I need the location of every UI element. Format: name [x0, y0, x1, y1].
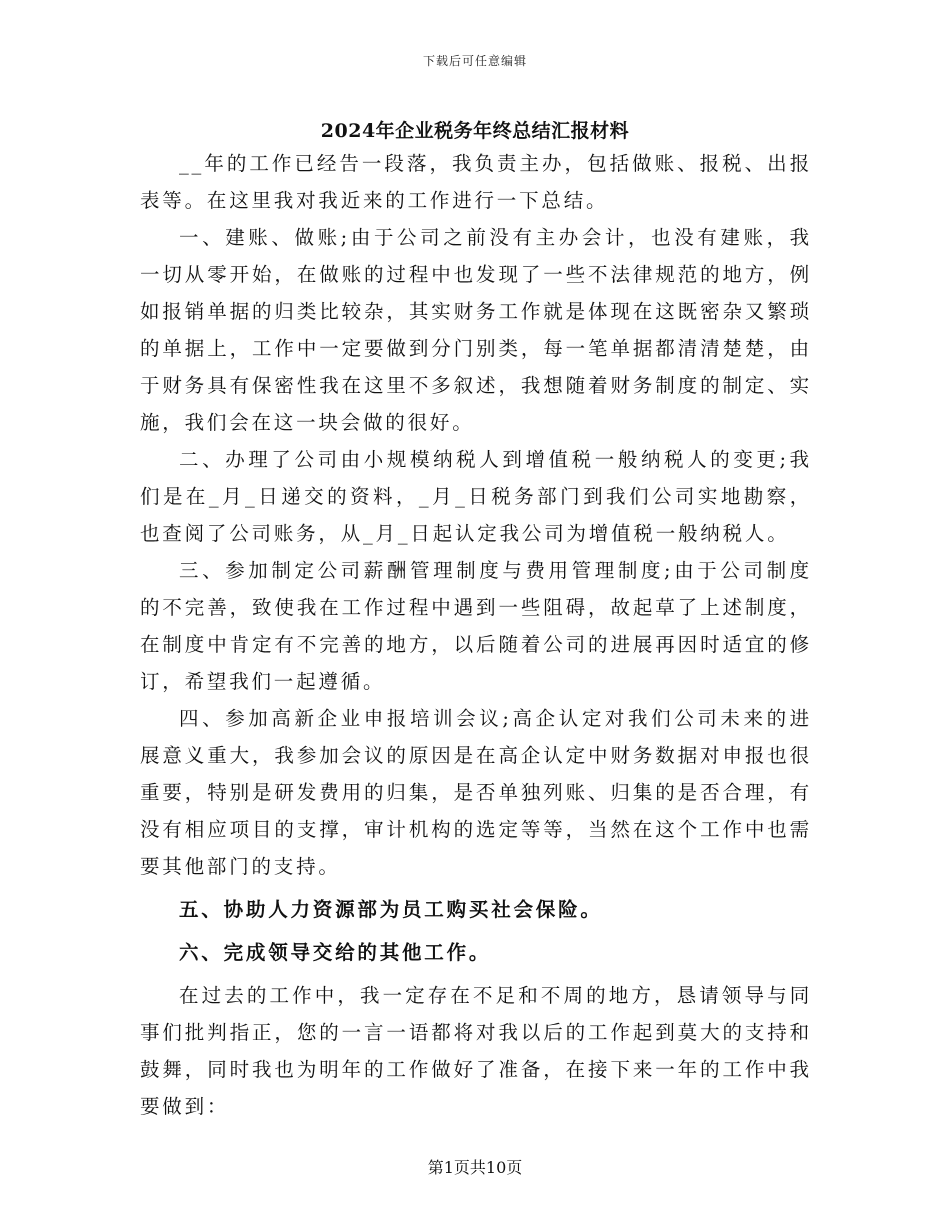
paragraph-section-1: 一、建账、做账;由于公司之前没有主办会计，也没有建账，我一切从零开始，在做账的过程中也发现了一些不法律规范的地方，例如报销单据的归类比较杂，其实财务工作就是体现在这既密杂又繁琐的单据上，工作中一定要做到分门别类，每一笔单据都清清楚楚，由于财务具有保密性我在这里不多叙述，我想随着财务制度的制定、实施，我们会在这一块会做的很好。	[140, 226, 812, 434]
document-title: 2024年企业税务年终总结汇报材料	[320, 120, 630, 142]
document-body	[140, 145, 812, 1125]
paragraph-intro: __年的工作已经告一段落，我负责主办，包括做账、报税、出报表等。在这里我对我近来的工作进行一下总结。	[140, 152, 812, 212]
header-note: 下载后可任意编辑	[422, 54, 527, 68]
page-footer: 第1页共10页	[427, 1158, 523, 1177]
paragraph-section-2: 二、办理了公司由小规模纳税人到增值税一般纳税人的变更;我们是在_月_日递交的资料，_月_日税务部门到我们公司实地勘察，也查阅了公司账务，从_月_日起认定我公司为增值税一般纳税人。	[140, 448, 812, 545]
paragraph-section-3: 三、参加制定公司薪酬管理制度与费用管理制度;由于公司制度的不完善，致使我在工作过程中遇到一些阻碍，故起草了上述制度，在制度中肯定有不完善的地方，以后随着公司的进展再因时适宜的修订，希望我们一起遵循。	[140, 559, 812, 693]
paragraph-section-5: 五、协助人力资源部为员工购买社会保险。	[179, 898, 603, 921]
paragraph-closing: 在过去的工作中，我一定存在不足和不周的地方，恳请领导与同事们批判指正，您的一言一语都将对我以后的工作起到莫大的支持和鼓舞，同时我也为明年的工作做好了准备，在接下来一年的工作中我要做到：	[140, 984, 812, 1118]
paragraph-section-6: 六、完成领导交给的其他工作。	[179, 941, 492, 964]
paragraph-section-4: 四、参加高新企业申报培训会议;高企认定对我们公司未来的进展意义重大，我参加会议的原因是在高企认定中财务数据对申报也很重要，特别是研发费用的归集，是否单独列账、归集的是否合理，有没有相应项目的支撑，审计机构的选定等等，当然在这个工作中也需要其他部门的支持。	[140, 707, 812, 878]
